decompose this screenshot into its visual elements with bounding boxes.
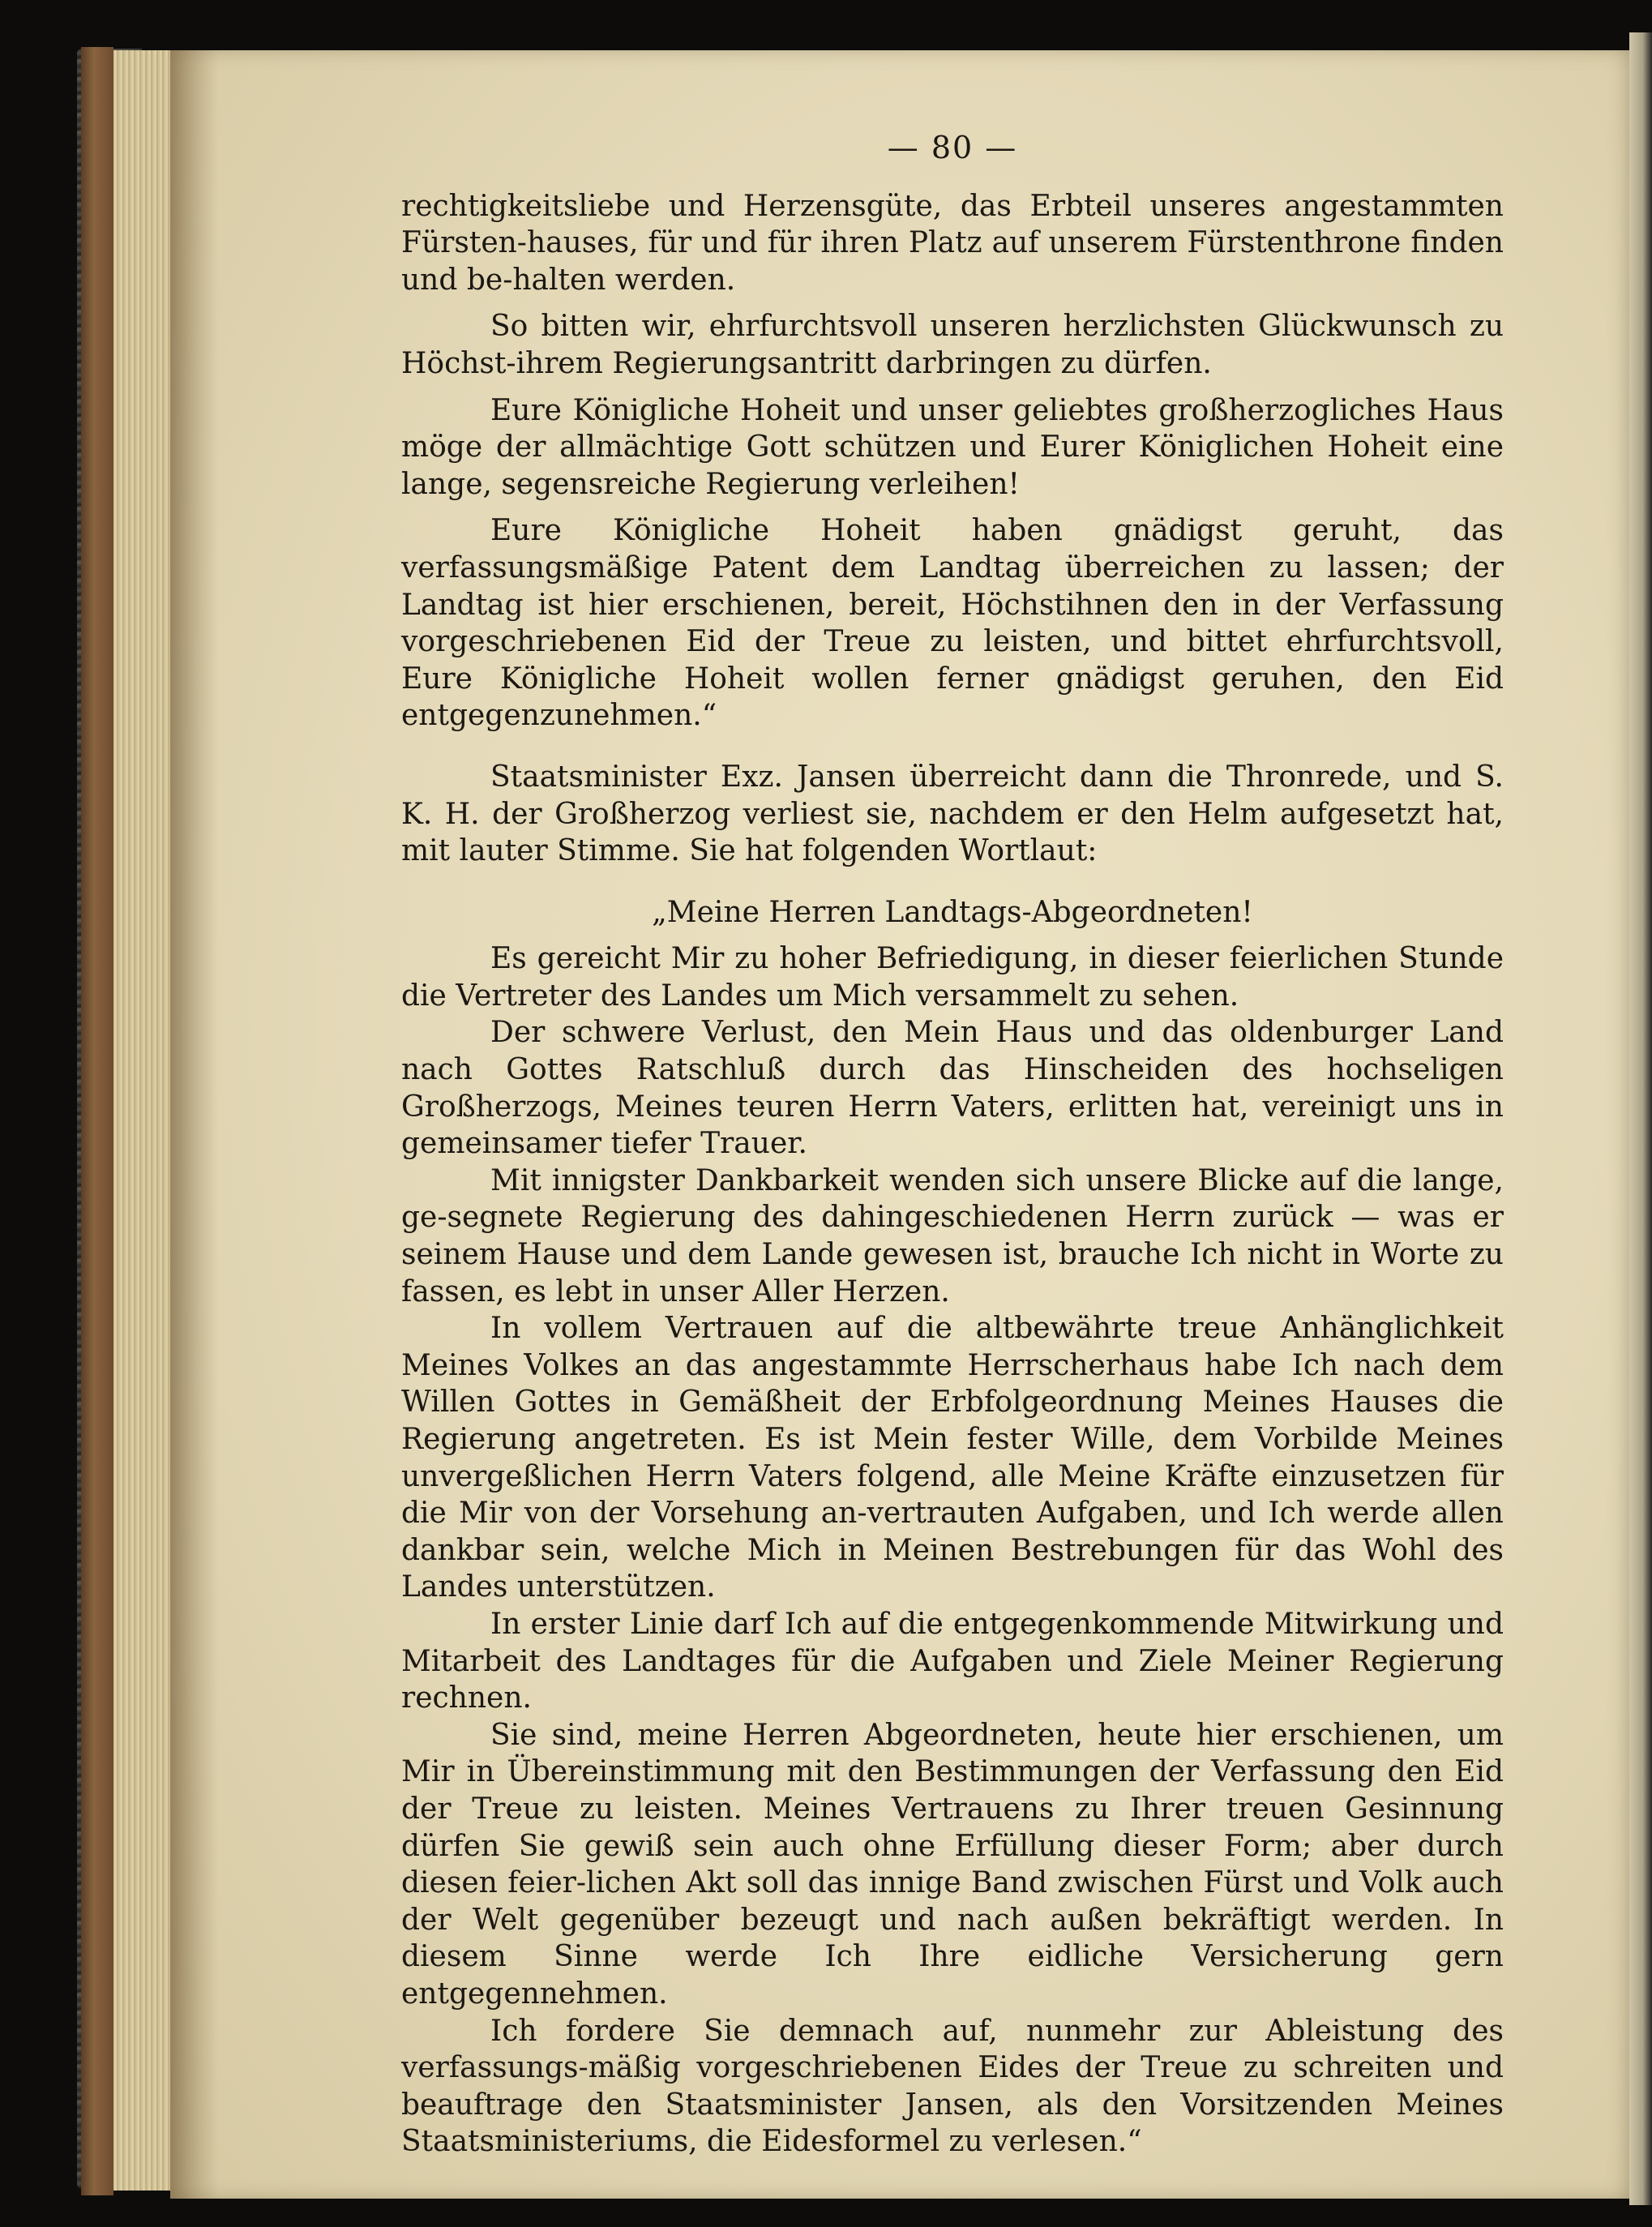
page-number: — 80 —	[887, 130, 1018, 165]
paragraph-8: Der schwere Verlust, den Mein Haus und das oldenburger Land nach Gottes Ratschluß durch das Hinscheiden des hochseligen Großherzogs, Meines teuren Herrn Vaters, erlitten hat, vereinigt uns in gemeinsamer tiefer Trauer.	[401, 1016, 1504, 1161]
paragraph-3: Eure Königliche Hoheit und unser geliebtes großherzogliches Haus möge der allmächtige Gott schützen und Eurer Königlichen Hoheit eine lange, segensreiche Regierung verleihen!	[401, 393, 1504, 501]
speech-salutation: „Meine Herren Landtags-Abgeordneten!	[652, 895, 1253, 929]
paragraph-12: Sie sind, meine Herren Abgeordneten, heute hier erschienen, um Mir in Übereinstimmung mit den Bestimmungen der Verfassung den Eid der Treue zu leisten. Meines Vertrauens zu Ihrer treuen Gesinnung dürfen Sie gewiß sein auch ohne Erfüllung dieser Form; aber durch diesen feier-lichen Akt soll das innige Band zwischen Fürst und Volk auch der Welt gegenüber bezeugt und nach außen bekräftigt werden. In diesem Sinne werde Ich Ihre eidliche Versicherung gern entgegennehmen.	[401, 1718, 1504, 2011]
paragraph-7: Es gereicht Mir zu hoher Befriedigung, in dieser feierlichen Stunde die Vertreter des Landes um Mich versammelt zu sehen.	[401, 942, 1504, 1013]
paragraph-13: Ich fordere Sie demnach auf, nunmehr zur Ableistung des verfassungs-mäßig vorgeschriebenen Eides der Treue zu schreiten und beauftrage den Staatsminister Jansen, als den Vorsitzenden Meines Staatsministeriums, die Eidesformel zu verlesen.“	[401, 2014, 1504, 2159]
paragraph-10: In vollem Vertrauen auf die altbewährte treue Anhänglichkeit Meines Volkes an das angestammte Herrscherhaus habe Ich nach dem Willen Gottes in Gemäßheit der Erbfolgeordnung Meines Hauses die Regierung angetreten. Es ist Mein fester Wille, dem Vorbilde Meines unvergeßlichen Herrn Vaters folgend, alle Meine Kräfte einzusetzen für die Mir von der Vorsehung an-vertrauten Aufgaben, und Ich werde allen dankbar sein, welche Mich in Meinen Bestrebungen für das Wohl des Landes unterstützen.	[401, 1312, 1504, 1604]
paragraph-11: In erster Linie darf Ich auf die entgegenkommende Mitwirkung und Mitarbeit des Landtages für die Aufgaben und Ziele Meiner Regierung rechnen.	[401, 1607, 1504, 1715]
facing-page-edge	[1629, 32, 1652, 2205]
paragraph-9: Mit innigster Dankbarkeit wenden sich unsere Blicke auf die lange, ge-segnete Regierung des dahingeschiedenen Herrn zurück — was er seinem Hause und dem Lande gewesen ist, brauche Ich nicht in Worte zu fassen, es lebt in unser Aller Herzen.	[401, 1163, 1504, 1308]
paragraph-1: rechtigkeitsliebe und Herzensgüte, das Erbteil unseres angestammten Fürsten-hauses, für und für ihren Platz auf unserem Fürstenthrone finden und be-halten werden.	[401, 189, 1504, 297]
paragraph-2: So bitten wir, ehrfurchtsvoll unseren herzlichsten Glückwunsch zu Höchst-ihrem Regierungsantritt darbringen zu dürfen.	[401, 310, 1504, 380]
text-block	[401, 130, 1504, 2161]
paragraph-5: Staatsminister Exz. Jansen überreicht dann die Thronrede, und S. K. H. der Großherzog verliest sie, nachdem er den Helm aufgesetzt hat, mit lauter Stimme. Sie hat folgenden Wortlaut:	[401, 760, 1504, 868]
paragraph-4: Eure Königliche Hoheit haben gnädigst geruht, das verfassungsmäßige Patent dem Landtag überreichen zu lassen; der Landtag ist hier erschienen, bereit, Höchstihnen den in der Verfassung vorgeschriebenen Eid der Treue zu leisten, und bittet ehrfurchtsvoll, Eure Königliche Hoheit wollen ferner gnädigst geruhen, den Eid entgegenzunehmen.“	[401, 514, 1504, 733]
book-spine	[81, 47, 113, 2195]
gutter-shadow	[170, 50, 219, 2199]
